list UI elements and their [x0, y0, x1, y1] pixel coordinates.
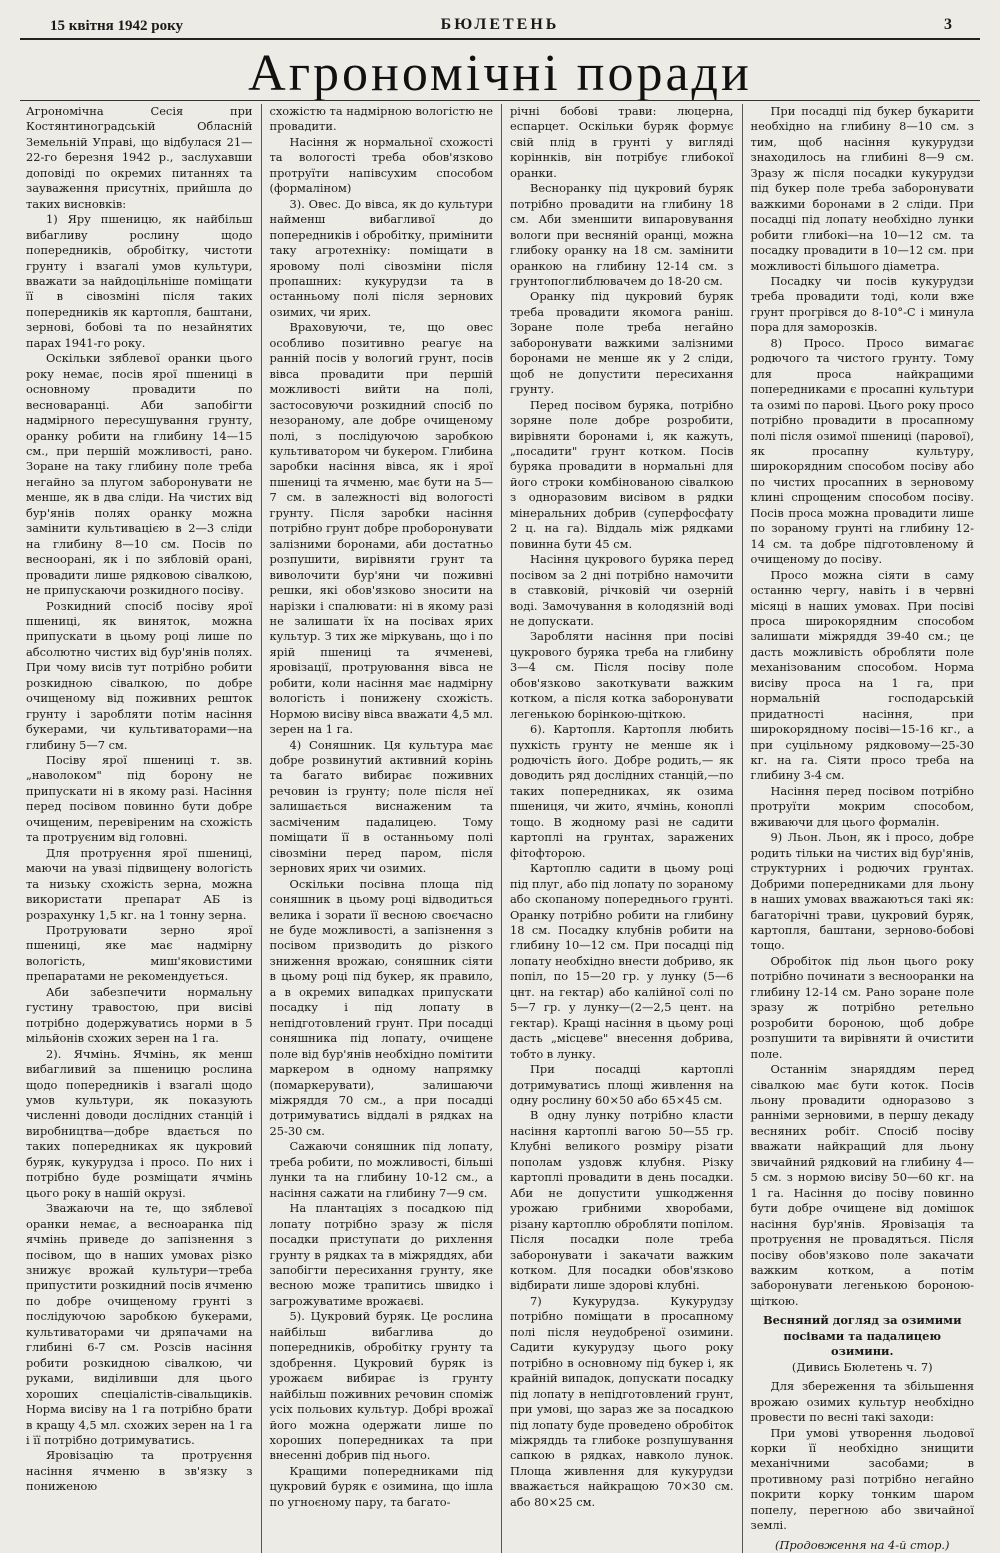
paragraph: 1) Яру пшеницю, як найбільш вибагливу рослину щодо попередників, обробітку, чистоти грунту і взагалі умов культури, вважати за найдоцільніше поміщати її в сівозміні після таких попередників як картопля, баштани, зернові, бобові та по незайнятих парах 1941-го року.: [26, 212, 253, 350]
paragraph: Обробіток під льон цього року потрібно починати з весноoранки на глибину 12-14 см. Рано зоране поле зразу ж потрібно ретельно розробити бороною, щоб добре розпушити та вирівняти й очистити поле.: [750, 953, 974, 1061]
paragraph: Посіву ярої пшениці т. зв. „наволоком" під борону не припускати ні в якому разі. Насіння перед посівом повинно бути добре очищеним, перевіреним на схожість та протруєним від головні.: [26, 753, 253, 845]
paragraph: Агрономічна Сесія при Костянтиноградській Обласній Земельній Управі, що відбулася 21—22-го березня 1942 р., заслухавши доповіді по окремих питаннях та зауваження присутніх, прийшла до таких висновків:: [26, 104, 253, 211]
title-rule: [20, 100, 980, 101]
paragraph: Для збереження та збільшення врожаю озимих культур необхідно провести по весні такі заходи:: [750, 1379, 974, 1425]
paragraph: річні бобові трави: люцерна, еспарцет. Оскільки буряк формує свій плід в грунті у вигляді коріннків, він потрібує глибокої оранки.: [510, 104, 734, 180]
paragraph: 5). Цукровий буряк. Це рослина найбільш вибаглива до попередників, обробітку грунту та здобрення. Цукровий буряк із урожаєм вибирає із грунту найбільш поживних речовин споміж усіх польових культур. Добрі врожаї його можна одержати лише по хороших попередниках та при внесенні добрив під нього.: [269, 1309, 493, 1463]
text-column-3: [501, 104, 742, 1553]
paragraph: Посадку чи посів кукурудзи треба провадити тоді, коли вже грунт прогрівся до 8-10°-С і минула пора для заморозків.: [750, 273, 974, 335]
paragraph: схожістю та надмірною вологістю не провадити.: [269, 104, 493, 134]
paragraph: На плантаціях з посадкою під лопату потрібно зразу ж після посадки приступати до рихлення грунту в рядках та в міжряддях, аби запобігти пересихання грунту, яке весною може трапитись швидко і загрожуватиме врожаєві.: [269, 1201, 493, 1308]
paragraph: Останнім знаряддям перед сівалкою має бути коток. Посів льону провадити одноразово з ранніми зерновими, в першу декаду весняних робіт. Спосіб посіву вважати найкращий для льону звичайний рядковий на глибину 4—5 см. з нормою висіву 50—60 кг. на 1 га. Насіння до посіву повинно бути добре очищене від домішок насіння бур'янів. Яровізація та протруєння не провадяться. Після посіву обов'язково поле закачати важким котком, а потім заборонувати легенькою бороною-щіткою.: [750, 1062, 974, 1308]
paragraph: 9) Льон. Льон, як і просо, добре родить тільки на чистих від бур'янів, структурних і родючих грунтах. Добрими попередниками для льону в наших умовах вважаються такі як: багаторічні трави, цукровий буряк, картопля, баштани, зерново-бобові тощо.: [750, 830, 974, 953]
paragraph: При посадці під букер букарити необхідно на глибину 8—10 см. з тим, щоб насіння кукурудзи знаходилось на глибині 8—9 см. Зразу ж після посадки кукурудзи під букер поле треба заборонувати важкими боронами в 2 сліди. При посадці під лопату необхідно лунки робити глибокі—на 10—12 см. та посадку провадити в 10—12 см. при можливості більшого діаметра.: [750, 104, 974, 273]
paragraph: Насіння цукрового буряка перед посівом за 2 дні потрібно намочити в ставковій, річковій чи озерній воді. Замочування в колодязній воді не допускати.: [510, 552, 734, 628]
continuation-note: (Продовження на 4-й стор.): [775, 1537, 950, 1552]
paragraph: Насіння перед посівом потрібно протруїти мокрим способом, вживаючи для цього формалін.: [750, 783, 974, 829]
paragraph: При умові утворення льодової корки її необхідно знищити механічними засобами; в противному разі потрібно негайно покрити корку тонким шаром попелу, перегною або звичайної землі.: [750, 1425, 974, 1533]
paragraph: Насіння ж нормальної схожості та вологості треба обов'язково протруїти напівсухим способом (формаліном): [269, 134, 493, 196]
paragraph: Зважаючи на те, що зяблевої оранки немає, а весноаранка під ячмінь приведе до запізнення з посівом, що в наших умовах різко знижує врожай культури—треба припустити розкидний посів ячменю по добре очищеному грунті з послідуючою заробкою букерами, культиваторами чи дряпачами на глибині 6-7 см. Розсів насіння робити розкидною сівалкою, чи руками, виділивши для цього хороших спеціалістів-сівальщиків. Норма висіву на 1 га потрібно брати в кращу 4,5 мл. схожих зерен на 1 га і її потрібно дотримуватись.: [26, 1201, 253, 1447]
paragraph: Кращими попередниками під цукровий буряк є озимина, що ішла по угноєному пару, та багато-: [269, 1463, 493, 1509]
paragraph: Оскільки зяблевої оранки цього року немає, посів ярої пшениці в основному провадити по весноваранці. Аби запобігти надмірного пересушування грунту, оранку робити на глибину 14—15 см., при першій можливості, рано. Зоране на таку глибину поле треба негайно за плугом заборонувати не менше, як в два сліди. На чистих від бур'янів полях оранку можна замінити культивацією в 2—3 сліди на глибину 8—10 см. Посів по весноорані, як і по зябловій орані, провадити лише рядковою сівалкою, не припускаючи розкидного посіву.: [26, 351, 253, 598]
paragraph: 7) Кукурудза. Кукурудзу потрібно поміщати в просапному полі після неудобреної озимини. Садити кукурудзу цього року потрібно в основному під букер і, як крайній випадок, допускати посадку під лопату в непідготовлений грунт, при умові, що зараз же за посадкою під лопату буде проведено обробіток міжряддь та глибоке розпушування сапкою в рядках, навколо лунок. Площа живлення для кукурудзи вважається найкращою 70×30 см. або 80×25 см.: [510, 1293, 734, 1509]
paragraph: Заробляти насіння при посіві цукрового буряка треба на глибину 3—4 см. Після посіву поле обов'язково закоткувати важким котком, а після котка заборонувати легенькою борінкою-щіткою.: [510, 629, 734, 721]
paragraph: 4) Соняшник. Ця культура має добре розвинутий активний корінь та багато вибирає поживних речовин із грунту; поле після неї залишається виснаженим та засміченим падалицею. Тому поміщати її в останньому полі сівозміни перед паром, після зернових ярих чи озимих.: [269, 737, 493, 876]
paragraph: Весноранку під цукровий буряк потрібно провадити на глибину 18 см. Аби зменшити випаровування вологи при весняній оранці, можна глибоку оранку на 18 см. замінити оранкою на глибину 12-14 см. з грунтопоглиблювачем до 18-20 см.: [510, 181, 734, 288]
paragraph: 6). Картопля. Картопля любить пухкість грунту не менше як і родючість його. Добре родить,— як доводить ряд дослідних станцій,—по таких попередниках, як озима пшениця, чи жито, ячмінь, коноплі тощо. В жодному разі не садити картоплі на грунтах, заражених фітофторою.: [510, 722, 734, 860]
paragraph: В одну лунку потрібно класти насіння картоплі вагою 50—55 гр. Клубні великого розміру різати пополам уздовж клубня. Різку картоплі провадити в день посадки. Аби не допустити ушкодження урожаю грибними хворобами, різану картоплю обробляти попілом. Після посадки поле треба заборонувати і закачати важким котком. Для посадки обов'язково відбирати лише здорові клубні.: [510, 1108, 734, 1293]
paragraph: Для протруєння ярої пшениці, маючи на увазі підвищену вологість та низьку схожість зерна, можна використати препарат АБ із розрахунку 1,5 кг. на 1 тонну зерна.: [26, 845, 253, 922]
section-heading: Весняний догляд за озимими посівами та падалицею озимини.: [762, 1313, 962, 1359]
header-rule: [20, 38, 980, 40]
paragraph: Перед посівом буряка, потрібно зоряне поле добре розробити, вирівняти боронами і, як кажуть, „посадити" грунт котком. Посів буряка провадити в нормальні для його строки комбінованою сівалкою з одноразовим висівом в рядки мінеральних добрив (суперфосфату 2 ц. на га). Віддаль між рядками повинна бути 45 см.: [510, 397, 734, 551]
running-head: [20, 12, 980, 38]
paragraph: 8) Просо. Просо вимагає родючого та чистого грунту. Тому для проса найкращими попередниками є просапні культури та озимі по парові. Цього року просо потрібно провадити в просапному полі після озимої пшениці (парової), як просапну культуру, широкорядним способом посіву або по чистих просапних в зерновому клині спрощеним способом посіву. Посів проса можна провадити лише по зораному грунті на глибину 12-14 см. та добре підготовленому й очищеному до посіву.: [750, 335, 974, 567]
paragraph: Картоплю садити в цьому році під плуг, або під лопату по зораному або скопаному попереднього грунті. Оранку потрібно робити на глибину 18 см. Посадку клубнів робити на глибину 10—12 см. При посадці під лопату необхідно внести добриво, як попіл, по 15—20 гр. у лунку (5—6 цнт. на гектар) або калійної солі по 5—7 гр. у лунку—(2—2,5 цент. на гектар). Кращі насіння в цьому році дасть „місцеве" внесення добрива, тобто в лунку.: [510, 861, 734, 1061]
article-body: [20, 104, 982, 1552]
paragraph: Аби забезпечити нормальну густину травостою, при висіві потрібно додержуватись норми в 5 мільйонів схожих зерен на 1 га.: [26, 984, 253, 1046]
text-column-2: [261, 104, 502, 1553]
page-number: 3: [944, 16, 952, 33]
paragraph: Протруювати зерно ярої пшениці, яке має надмірну вологість, миш'яковистими препаратами не рекомендується.: [26, 923, 253, 984]
paragraph: 2). Ячмінь. Ячмінь, як менш вибагливий за пшеницю рослина щодо попередників і взагалі щодо умов культури, як показують численні доводи дослідних станцій і виробництва—добре вдається по таких попередниках як цукровий буряк, кукурудза і просо. По них і потрібно буде розміщати ячмінь цього року в нашій окрузі.: [26, 1046, 253, 1200]
paragraph: Розкидний спосіб посіву ярої пшениці, як виняток, можна припускати в цьому році лише по абсолютно чистих від бур'янів полях. При чому висів тут потрібно робити розкидною сівалкою, по добре очищеному від поживних решток грунту і заробляти потім насіння букерами, чи культиваторами—на глибину 5—7 см.: [26, 598, 253, 752]
paragraph: Просо можна сіяти в саму останню чергу, навіть і в червні місяці в наших умовах. При посіві проса широкорядним способом залишати міжряддя 39-40 см.; це дасть можливість обробляти поле механізованим способом. Норма висіву проса на 1 га, при нормальній господарській придатності насіння, при широкорядному посіві—15-16 кг., а при суцільному рядковому—25-30 кг. на га. Сіяти просо треба на глибину 3-4 см.: [750, 567, 974, 783]
paragraph: Оскільки посівна площа під соняшник в цьому році відводиться велика і зорати її весною своєчасно не буде можливості, а запізнення з посівом призводить до різкого зниження врожаю, соняшник сіяти в цьому році під букер, як правило, а в окремих випадках припускати посадку і під лопату в непідготовлений грунт. При посадці соняшника під лопату, очищене поле від бур'янів необхідно помітити маркером в одному напрямку (помаркерувати), залишаючи міжряддя 70 см., а при посадці дотримуватись віддалі в рядках на 25-30 см.: [269, 876, 493, 1138]
text-column-4: [742, 104, 983, 1553]
paragraph: Враховуючи, те, що овес особливо позитивно реагує на ранній посів у вологий грунт, посів вівса провадити при першій можливості вийти на полі, застосовуючи розкидний спосіб по незораному, але добре очищеному полі, з послідуючою заробкою культиватором чи букером. Глибина заробки насіння вівса, як і ярої пшениці та ячменю, має бути на 5—7 см. в залежності від вологості грунту. Після заробки насіння потрібно грунт добре проборонувати залізними боронами, аби достатньо розпушити, вирівняти грунт та виволочити бур'яни чи поживні решки, які обов'язково зносити на нарізки і спалювати: ні в якому разі не залишати їх на посівах ярих культур. З тих же міркувань, що і по ярій пшениці та ячменеві, яровізації, протруювання вівса не робити, коли насіння має надмірну вологість і понижену схожість. Нормою висіву вівса вважати 4,5 мл. зерен на 1 га.: [269, 320, 493, 737]
paragraph: 3). Овес. До вівса, як до культури найменш вибагливої до попередників і обробітку, примінити таку агротехніку: поміщати в яровому полі сівозміни після пропашних: кукурудзи та в останньому полі після зернових озимих, чи ярих.: [269, 196, 493, 319]
text-column-1: [20, 104, 261, 1553]
paragraph: При посадці картоплі дотримуватись площі живлення на одну рослину 60×50 або 65×45 см.: [510, 1062, 734, 1107]
publication-name: БЮЛЕТЕНЬ: [440, 16, 560, 33]
paragraph: Сажаючи соняшник під лопату, треба робити, по можливості, більші лунки та на глибину 10-12 см., а насіння сажати на глибину 7—9 см.: [269, 1139, 493, 1200]
cross-reference: (Дивись Бюлетень ч. 7): [791, 1359, 933, 1374]
paragraph: Оранку під цукровий буряк треба провадити якомога раніш. Зоране поле треба негайно заборонувати важкими залізними боронами не менше як у 2 сліди, щоб не допустити пересихання грунту.: [510, 289, 734, 397]
issue-date: 15 квітня 1942 року: [50, 18, 184, 34]
article-title: Агрономічні поради: [248, 45, 752, 102]
paragraph: Яровізацію та протруєння насіння ячменю в зв'язку з пониженою: [26, 1448, 253, 1494]
